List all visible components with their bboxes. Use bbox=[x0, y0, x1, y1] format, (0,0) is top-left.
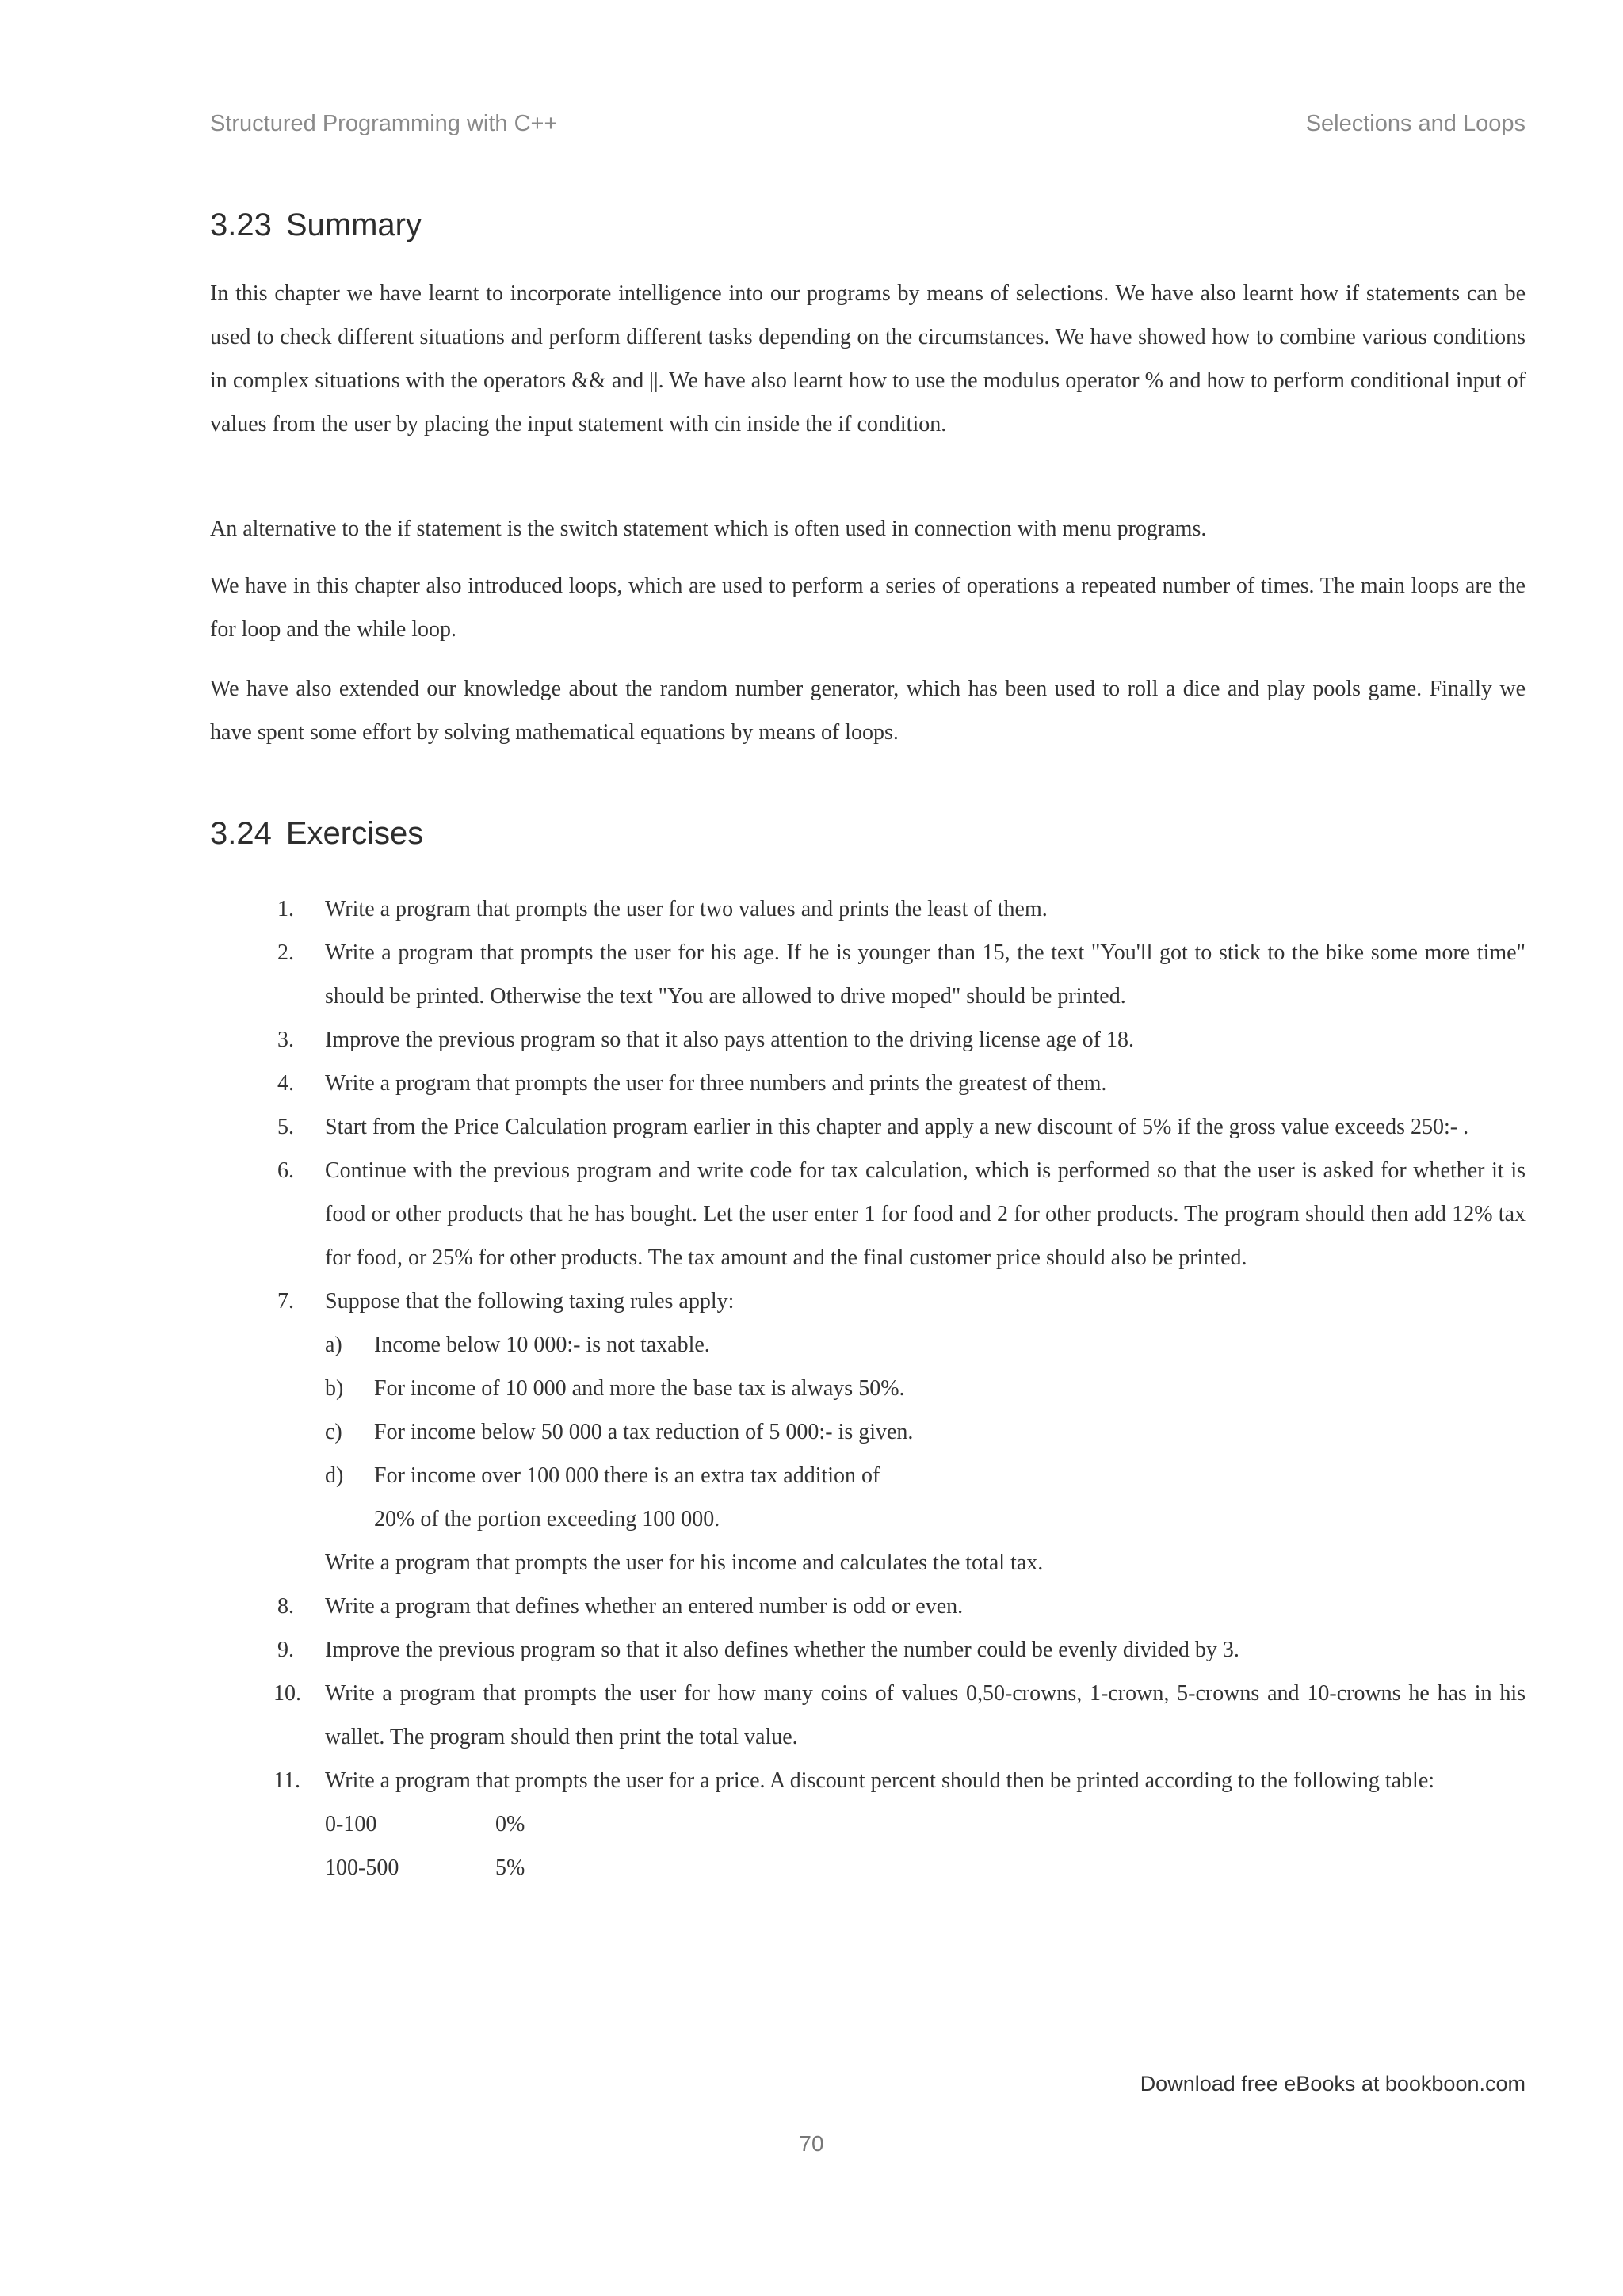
running-header bbox=[210, 111, 1526, 143]
tax-rule-list bbox=[325, 1323, 1526, 1541]
exercise-text: Suppose that the following taxing rules apply: bbox=[325, 1289, 735, 1314]
summary-paragraph-1: In this chapter we have learnt to incorporate intelligence into our programs by means of selections. We have also learnt how if statements can be used to check different situations and perform different tasks depending on the circumstances. We have showed how to combine various conditions in complex situations with the operators && and ||. We have also learnt how to use the modulus operator % and how to perform conditional input of values from the user by placing the input statement with cin inside the if condition. bbox=[210, 281, 1526, 437]
sub-item-continuation: 20% of the portion exceeding 100 000. bbox=[374, 1507, 720, 1531]
discount-percent: 0% bbox=[495, 1812, 525, 1836]
exercise-item-7 bbox=[210, 1280, 1526, 1585]
exercise-item-11 bbox=[210, 1759, 1526, 1890]
summary-section-number: 3.23 bbox=[210, 208, 272, 242]
exercise-item-3 bbox=[210, 1018, 1526, 1062]
exercise-item-9 bbox=[210, 1628, 1526, 1672]
summary-paragraph-4: We have also extended our knowledge about the random number generator, which has been used to roll a dice and play pools game. Finally we have spent some effort by solving mathematical equations by means of loops. bbox=[210, 677, 1526, 745]
sub-item-marker: b) bbox=[325, 1376, 344, 1401]
summary-paragraph-3: We have in this chapter also introduced loops, which are used to perform a series of operations a repeated number of times. The main loops are the for loop and the while loop. bbox=[210, 574, 1526, 642]
sub-item-text: For income below 50 000 a tax reduction of 5 000:- is given. bbox=[374, 1420, 914, 1444]
tax-rule-d bbox=[325, 1454, 1526, 1541]
exercise-number: 5. bbox=[277, 1115, 294, 1139]
exercise-text: Write a program that defines whether an entered number is odd or even. bbox=[325, 1594, 964, 1619]
exercise-number: 6. bbox=[277, 1158, 294, 1183]
exercise-text: Improve the previous program so that it also defines whether the number could be evenly divided by 3. bbox=[325, 1638, 1239, 1662]
chapter-title: Selections and Loops bbox=[1305, 111, 1526, 136]
exercise-item-8 bbox=[210, 1585, 1526, 1628]
page-number: 70 bbox=[799, 2131, 824, 2156]
exercise-text: Write a program that prompts the user for his age. If he is younger than 15, the text "You'll got to stick to the bike some more time" should be printed. Otherwise the text "You are allowed to drive moped" should be printed. bbox=[325, 940, 1526, 1009]
sub-item-text: For income of 10 000 and more the base tax is always 50%. bbox=[374, 1376, 905, 1401]
exercise-text: Write a program that prompts the user for how many coins of values 0,50-crowns, 1-crown, 5-crowns and 10-crowns he has in his wallet. The program should then print the total value. bbox=[325, 1681, 1526, 1749]
exercise-text: Continue with the previous program and write code for tax calculation, which is performed so that the user is asked for whether it is food or other products that he has bought. Let the user enter 1 for food and 2 for other products. The program should then add 12% tax for food, or 25% for other products. The tax amount and the final customer price should also be printed. bbox=[325, 1158, 1526, 1270]
summary-heading bbox=[210, 208, 422, 243]
exercise-number: 9. bbox=[277, 1638, 294, 1662]
exercises-section-number: 3.24 bbox=[210, 816, 272, 851]
exercises-section-title: Exercises bbox=[285, 816, 424, 851]
tax-rule-b bbox=[325, 1367, 1526, 1410]
tax-rule-a bbox=[325, 1323, 1526, 1367]
bookboon-download-link[interactable]: Download free eBooks at bookboon.com bbox=[1140, 2072, 1526, 2096]
tax-rule-c bbox=[325, 1410, 1526, 1454]
exercise-text: Improve the previous program so that it also pays attention to the driving license age of 18. bbox=[325, 1028, 1134, 1052]
summary-paragraph-2: An alternative to the if statement is the switch statement which is often used in connection with menu programs. bbox=[210, 517, 1207, 541]
sub-item-marker: c) bbox=[325, 1420, 342, 1444]
exercise-list bbox=[210, 887, 1526, 1890]
discount-table-row bbox=[325, 1846, 1526, 1890]
exercise-item-6 bbox=[210, 1149, 1526, 1280]
exercise-number: 10. bbox=[273, 1681, 301, 1706]
sub-item-text: For income over 100 000 there is an extra tax addition of bbox=[374, 1463, 880, 1488]
exercise-number: 2. bbox=[277, 940, 294, 965]
exercise-item-4 bbox=[210, 1062, 1526, 1105]
exercise-text: Write a program that prompts the user for two values and prints the least of them. bbox=[325, 897, 1048, 921]
exercise-item-1 bbox=[210, 887, 1526, 931]
sub-item-text: Income below 10 000:- is not taxable. bbox=[374, 1333, 710, 1357]
exercise-item-2 bbox=[210, 931, 1526, 1018]
book-title: Structured Programming with C++ bbox=[210, 111, 558, 136]
exercise-text: Start from the Price Calculation program earlier in this chapter and apply a new discount of 5% if the gross value exceeds 250:- . bbox=[325, 1115, 1469, 1139]
exercise-item-10 bbox=[210, 1672, 1526, 1759]
exercise-number: 11. bbox=[273, 1768, 300, 1793]
summary-section-title: Summary bbox=[285, 208, 422, 242]
exercise-number: 4. bbox=[277, 1071, 294, 1096]
exercises-heading bbox=[210, 816, 423, 852]
sub-item-marker: d) bbox=[325, 1463, 344, 1488]
discount-range: 0-100 bbox=[325, 1812, 377, 1836]
sub-item-marker: a) bbox=[325, 1333, 342, 1357]
discount-range: 100-500 bbox=[325, 1855, 399, 1880]
discount-percent: 5% bbox=[495, 1855, 525, 1880]
exercise-number: 1. bbox=[277, 897, 294, 921]
exercise-number: 3. bbox=[277, 1028, 294, 1052]
exercise-number: 8. bbox=[277, 1594, 294, 1619]
exercise-number: 7. bbox=[277, 1289, 294, 1314]
exercise-text: Write a program that prompts the user for a price. A discount percent should then be printed according to the following table: bbox=[325, 1768, 1435, 1793]
exercise-followup-text: Write a program that prompts the user for his income and calculates the total tax. bbox=[325, 1550, 1044, 1575]
discount-table-row bbox=[325, 1802, 1526, 1846]
exercise-item-5 bbox=[210, 1105, 1526, 1149]
exercise-text: Write a program that prompts the user for three numbers and prints the greatest of them. bbox=[325, 1071, 1107, 1096]
